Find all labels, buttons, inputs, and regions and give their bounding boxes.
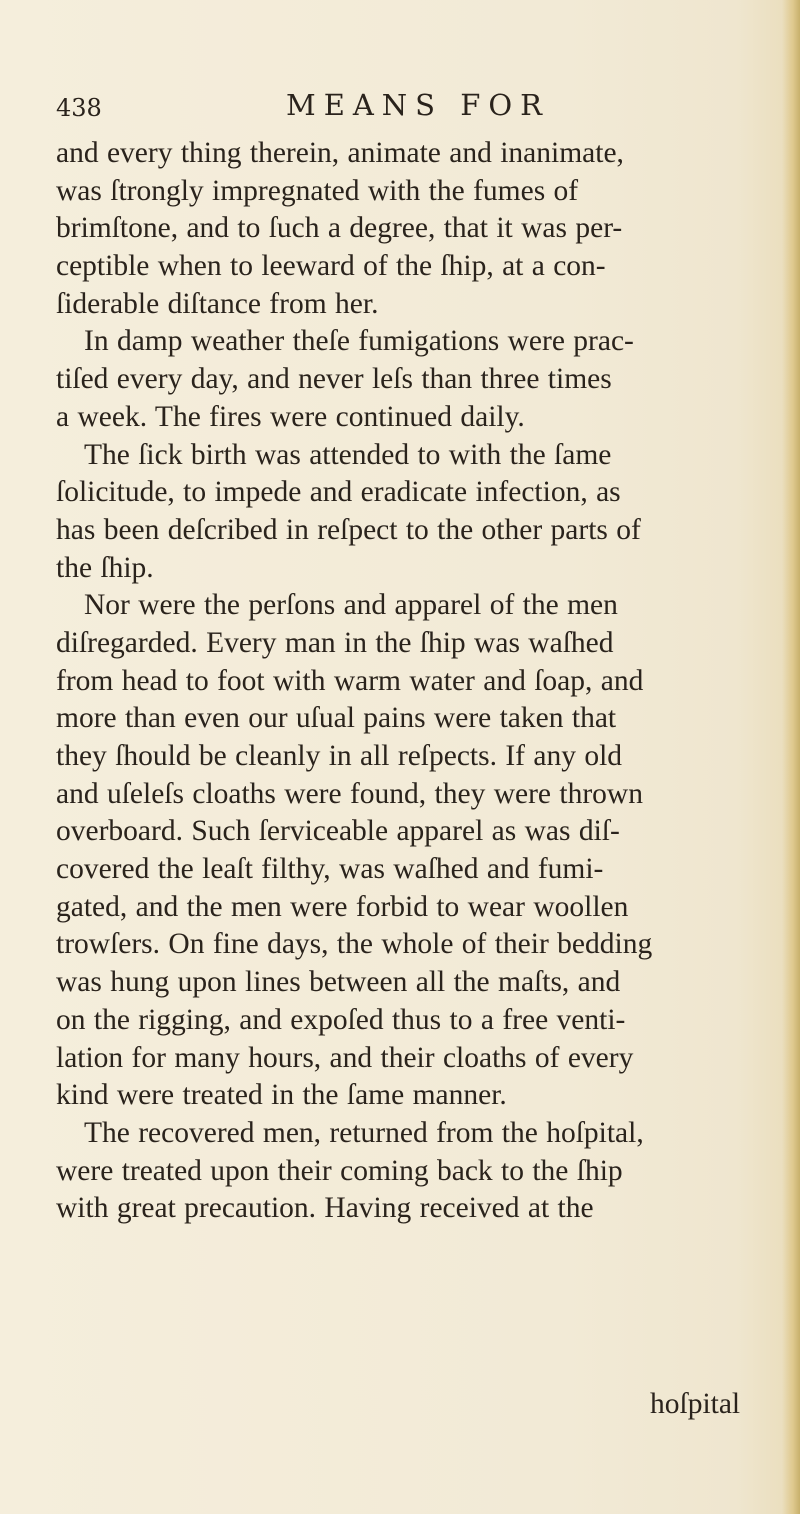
catchword: hoſpital	[650, 1388, 741, 1420]
text-line: the ſhip.	[56, 551, 154, 584]
text-line: has been deſcribed in reſpect to the other parts of	[56, 513, 641, 546]
body-text	[56, 135, 756, 1228]
text-line: tiſed every day, and never leſs than three times	[56, 363, 612, 396]
text-line: trowſers. On fine days, the whole of their bedding	[56, 928, 653, 961]
paragraph-start-line: Nor were the perſons and apparel of the men	[84, 589, 618, 622]
text-line: gated, and the men were forbid to wear woollen	[56, 890, 629, 923]
paragraph-start-line: The ſick birth was attended to with the ſame	[84, 438, 612, 471]
running-title: MEANS FOR	[286, 88, 550, 122]
text-line: and every thing therein, animate and inanimate,	[56, 137, 624, 169]
text-line: were treated upon their coming back to the ſhip	[56, 1154, 623, 1187]
page-header	[56, 88, 756, 128]
text-line: ſolicitude, to impede and eradicate infection, as	[56, 476, 621, 509]
text-line: lation for many hours, and their cloaths of every	[56, 1041, 634, 1074]
text-line: covered the leaſt filthy, was waſhed and fumi-	[56, 853, 604, 886]
text-line: from head to foot with warm water and ſoap, and	[56, 664, 644, 697]
text-line: they ſhould be cleanly in all reſpects. If any old	[56, 740, 623, 772]
text-line: more than even our uſual pains were taken that	[56, 702, 617, 735]
page-edge-shadow	[782, 0, 800, 1514]
text-line: on the rigging, and expoſed thus to a free venti-	[56, 1003, 626, 1036]
text-line: a week. The fires were continued daily.	[56, 400, 525, 433]
paragraph-start-line: The recovered men, returned from the hoſpital,	[84, 1116, 644, 1149]
text-line: and uſeleſs cloaths were found, they were thrown	[56, 777, 643, 810]
text-line: brimſtone, and to ſuch a degree, that it was per-	[56, 212, 623, 245]
text-line: kind were treated in the ſame manner.	[56, 1079, 507, 1112]
text-line: overboard. Such ſerviceable apparel as was diſ-	[56, 815, 620, 848]
text-line: was hung upon lines between all the maſts, and	[56, 966, 621, 999]
paragraph-start-line: In damp weather theſe fumigations were prac-	[84, 325, 634, 358]
page-number: 438	[56, 94, 102, 122]
text-line: diſregarded. Every man in the ſhip was waſhed	[56, 626, 614, 659]
text-line: was ſtrongly impregnated with the fumes of	[56, 174, 579, 207]
text-line: ſiderable diſtance from her.	[56, 287, 379, 320]
text-line: with great precaution. Having received at the	[56, 1192, 594, 1225]
text-line: ceptible when to leeward of the ſhip, at a con-	[56, 250, 606, 283]
